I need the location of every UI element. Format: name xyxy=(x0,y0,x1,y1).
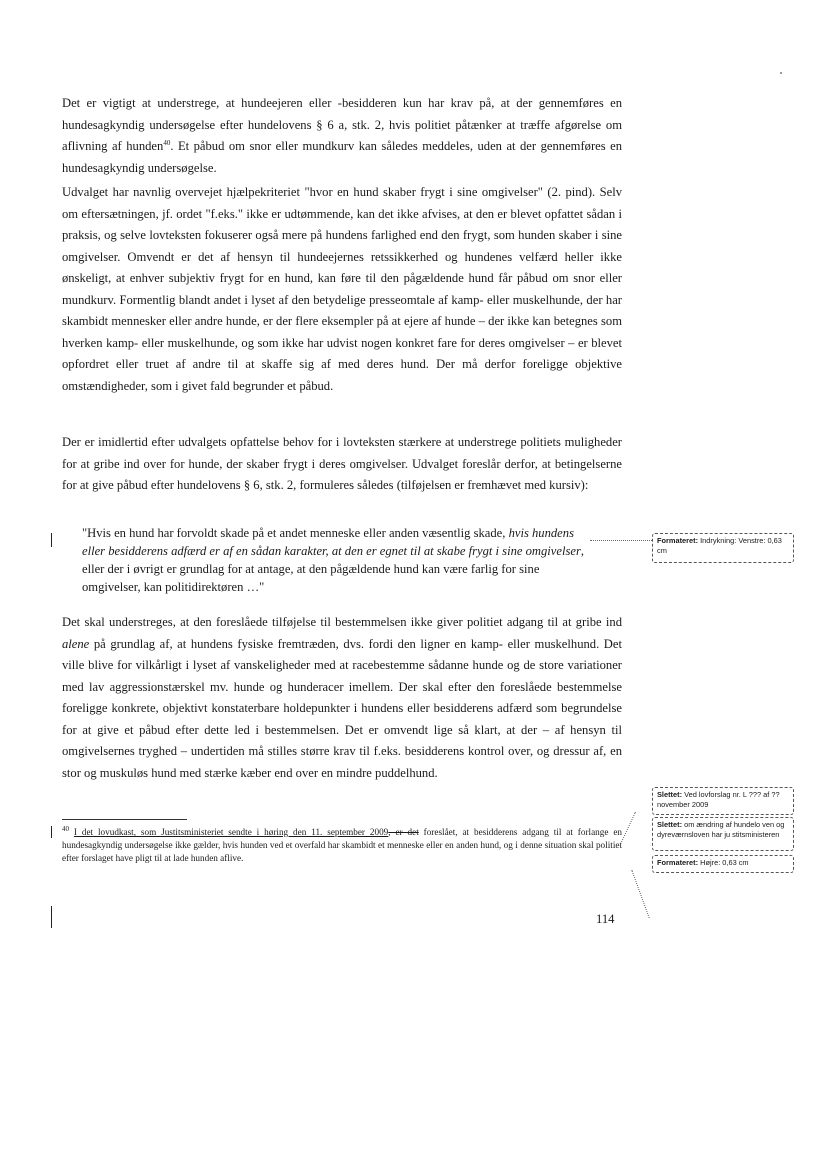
footnote-inserted-text: I det lovudkast, som Justitsministeriet sendte i høring den 11. september 2009 xyxy=(73,827,389,837)
footnote-40 xyxy=(62,826,622,865)
footnote-reference[interactable]: 40 xyxy=(163,138,171,147)
balloon-text: om ændring af hundelo ven og dyreværnsloven har ju stitsministeren xyxy=(657,820,785,839)
balloon-text: Højre: 0,63 cm xyxy=(698,858,749,867)
quote-italic-addition: hvis hundens eller besidderens adfærd er af en sådan karakter, at den er egnet til at skabe frygt i sine omgivelser xyxy=(82,526,581,558)
comment-balloon-formatting-right[interactable] xyxy=(652,855,794,873)
paragraph-2: Udvalget har navnlig overvejet hjælpekriteriet "hvor en hund skaber frygt i sine omgivelser" (2. pind). Selv om eftersætningen, jf. ordet "f.eks." ikke er udtømmende, kan det ikke afvises, at den er blevet opfattet sådan i praksis, og selve lovteksten fokuserer også mere på hundens farlighed end den frygt, som hunden skaber i sine omgivelser. Omvendt er det af hensyn til hundeejernes retssikkerhed og hundenes velfærd heller ikke ønskeligt, at enhver subjektiv frygt for en hund, kan føre til den pågældende hund får påbud om snor eller mundkurv. Formentlig blandt andet i lyset af den betydelige presseomtale af kamp- eller muskelhunde, der har skambidt mennesker eller andre hunde, er der flere eksempler på at ejere af hunde – der ikke kan betegnes som hverken kamp- eller muskelhunde, og som ikke har udvist nogen konkret fare for deres omgivelser – er blevet opfordret eller truet af andre til at skaffe sig af med deres hund. Der må derfor foreligge objektive omstændigheder, som i givet fald begrunder et påbud. xyxy=(62,185,622,393)
footnote-change-bar xyxy=(51,826,52,838)
balloon-label: Formateret: xyxy=(657,536,699,545)
scan-mark xyxy=(780,72,782,74)
paragraph-5 xyxy=(62,612,622,784)
footnote-number: 40 xyxy=(62,824,69,833)
paragraph-1-text-a: Det er vigtigt at understrege, at hundeejeren eller -besidderen kun har krav på, at der gennemføres en hundesagkyndig undersøgelse efter hundelovens § 6 a, stk. 2, hvis politiet påtænker at træffe afgørelse om aflivning af hunden xyxy=(62,96,622,153)
balloon-label: Formateret: xyxy=(657,858,699,867)
change-bar xyxy=(51,533,52,547)
paragraph-5-text-a: Det skal understreges, at den foreslåede tilføjelse til bestemmelsen ikke giver politiet adgang til at gribe ind xyxy=(62,615,622,629)
footnote-text: foreslået, at besidderens adgang til at forlange en hundesagkyndig undersøgelse ikke gælder, hvis hunden ved et overfald har skambidt et menneske eller en anden hund, og i denne situation skal politiet efter forslaget have pligt til at lade hunden aflive. xyxy=(62,827,622,863)
balloon-text: Ved lovforslag nr. L ??? af ?? november 2009 xyxy=(657,790,780,809)
paragraph-1 xyxy=(62,93,622,179)
comment-balloon-deleted-2[interactable] xyxy=(652,817,794,851)
balloon-connector-2 xyxy=(621,812,636,842)
paragraph-1-text-b: . Et påbud om snor eller mundkurv kan således meddeles, uden at der gennemføres en hundesagkyndig undersøgelse. xyxy=(62,139,622,175)
quote-text-a: "Hvis en hund har forvoldt skade på et andet menneske eller anden væsentlig skade, xyxy=(82,526,509,540)
quote-block xyxy=(82,524,587,596)
paragraph-5-italic: alene xyxy=(62,636,90,651)
footnote-deleted-text: , er det xyxy=(388,827,419,837)
change-bar-bottom xyxy=(51,906,52,928)
comment-balloon-deleted-1[interactable] xyxy=(652,787,794,815)
balloon-connector-1 xyxy=(590,540,652,541)
quote-text-b: , eller der i øvrigt er grundlag for at antage, at den pågældende hund kan være farlig for sine omgivelser, kan politidirektøren …" xyxy=(82,544,585,594)
paragraph-5-text-b: på grundlag af, at hundens fysiske fremtræden, dvs. fordi den ligner en kamp- eller muskelhund. Det ville blive for vilkårligt i lyset af vanskeligheder med at racebestemme sådanne hunde og de store variationer med lav aggressionstærskel mv. hunde og hunderacer imellem. Der skal efter den foreslåede bestemmelse foreligge konkrete, objektivt konstaterbare holdepunkter i hundens eller besidderens adfærd som begrundelse for at give et påbud efter dette led i bestemmelsen. Det er omvendt lige så klart, at der – af hensyn til omgivelsernes tryghed – undertiden må stilles større krav til f.eks. besidderens kontrol over, og dressur af, en stor og muskuløs hund med stærke kæber end over en mindre puddelhund. xyxy=(62,636,622,780)
balloon-connector-3 xyxy=(631,870,649,918)
balloon-label: Slettet: xyxy=(657,790,683,799)
paragraph-3: Der er imidlertid efter udvalgets opfattelse behov for i lovteksten stærkere at understrege politiets muligheder for at gribe ind over for hunde, der skaber frygt i deres omgivelser. Udvalget foreslår derfor, at betingelserne for at give påbud efter hundelovens § 6, stk. 2, formuleres således (tilføjelsen er fremhævet med kursiv): xyxy=(62,435,622,492)
page-number: 114 xyxy=(596,912,615,926)
comment-balloon-formatting-indent[interactable] xyxy=(652,533,794,563)
balloon-text: Indrykning: Venstre: 0,63 cm xyxy=(657,536,782,555)
footnote-separator xyxy=(62,819,187,820)
balloon-label: Slettet: xyxy=(657,820,683,829)
